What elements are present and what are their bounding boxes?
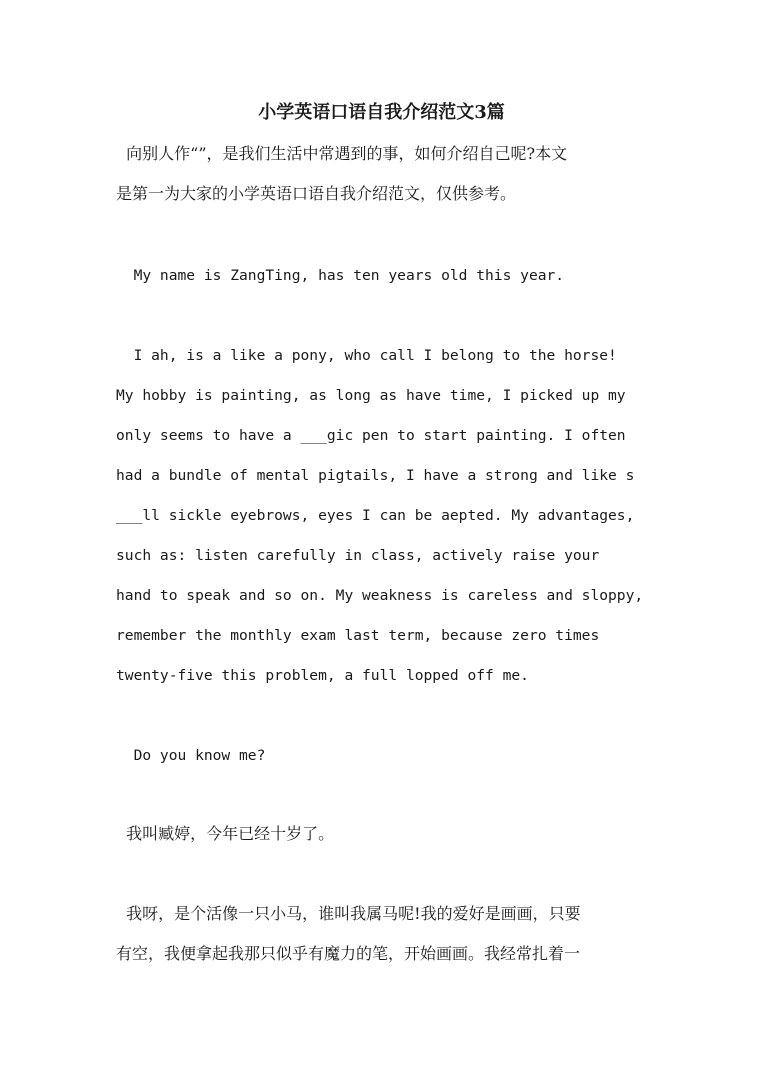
paragraph-line: twenty-five this problem, a full lopped off me. <box>116 667 529 684</box>
paragraph-line: such as: listen carefully in class, actively raise your <box>116 547 600 564</box>
paragraph-line: 我叫臧婷，今年已经十岁了。 <box>116 824 335 843</box>
paragraph-line: I ah, is a like a pony, who call I belong to the horse! <box>116 347 617 364</box>
paragraph-line: only seems to have a ___gic pen to start painting. I often <box>116 427 626 444</box>
paragraph-line: ___ll sickle eyebrows, eyes I can be aepted. My advantages, <box>116 507 635 524</box>
paragraph-line: had a bundle of mental pigtails, I have a strong and like s <box>116 467 635 484</box>
paragraph-line: 向别人作“”，是我们生活中常遇到的事，如何介绍自己呢?本文 <box>116 144 568 163</box>
paragraph-line: Do you know me? <box>116 747 266 764</box>
paragraph-line: remember the monthly exam last term, because zero times <box>116 627 600 644</box>
paragraph-line: 有空，我便拿起我那只似乎有魔力的笔，开始画画。我经常扎着一 <box>116 944 581 963</box>
paragraph-line: hand to speak and so on. My weakness is careless and sloppy, <box>116 587 644 604</box>
paragraph-line: My name is ZangTing, has ten years old this year. <box>116 267 565 284</box>
paragraph-line: 我呀，是个活像一只小马，谁叫我属马呢!我的爱好是画画，只要 <box>116 904 581 923</box>
paragraph-line: 是第一为大家的小学英语口语自我介绍范文，仅供参考。 <box>116 184 517 203</box>
document-title: 小学英语口语自我介绍范文3篇 <box>258 102 505 123</box>
paragraph-line: My hobby is painting, as long as have time, I picked up my <box>116 387 626 404</box>
